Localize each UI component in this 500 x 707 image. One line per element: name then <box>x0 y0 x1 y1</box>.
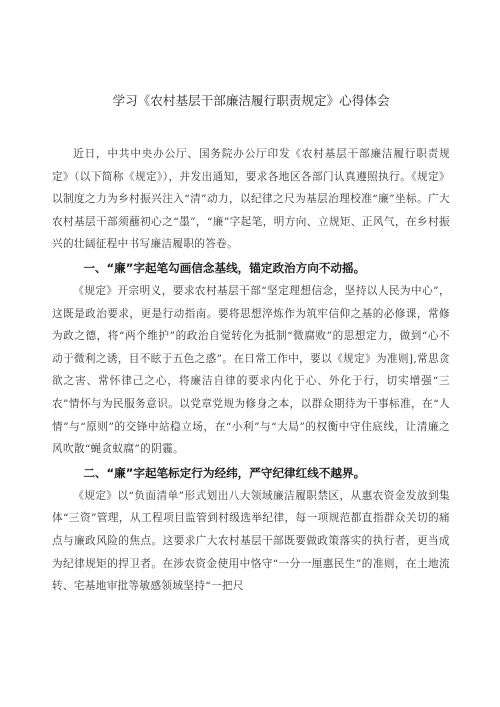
section-1-paragraph: 《规定》开宗明义，要求农村基层干部“坚定理想信念，坚持以人民为中心”，这既是政治要求，更是行动指南。要将思想淬炼作为筑牢信仰之基的必修课，常修为政之德，将“两个维护”的政治自觉转化为抵制“微腐败”的思想定力，做到“心不动于微利之诱，目不眩于五色之惑”。在日常工作中，要以《规定》为准则],常思贪欲之害、常怀律己之心，将廉洁自律的要求内化于心、外化于行，切实增强“三农”情怀与为民服务意识。以党章党规为修身之本，以群众期待为干事标准，在“人情”与“原则”的交锋中站稳立场，在“小利”与“大局”的权衡中守住底线，让清廉之风吹散“蝇贪蚁腐”的阴霾。 <box>52 284 450 456</box>
section-2-heading: 二、“廉”字起笔标定行为经纬，严守纪律红线不越界。 <box>83 465 366 480</box>
document-title: 学习《农村基层干部廉洁履行职责规定》心得体会 <box>112 93 390 108</box>
section-2-paragraph: 《规定》以“负面清单”形式划出八大领域廉洁履职禁区，从惠农资金发放到集体“三资”管理，从工程项目监管到村级选举纪律，每一项规范都直指群众关切的痛点与廉政风险的焦点。这要求广大农村基层干部既要做政策落实的执行者，更当成为纪律规矩的捍卫者。在涉农资金使用中恪守“一分一厘惠民生”的准则，在土地流转、宅基地审批等敏感领域坚持“一把尺 <box>52 489 450 593</box>
section-1-heading: 一、“廉”字起笔勾画信念基线，锚定政治方向不动摇。 <box>83 260 366 275</box>
intro-paragraph: 近日，中共中央办公厅、国务院办公厅印发《农村基层干部廉洁履行职责规定》（以下简称《规定》），并发出通知，要求各地区各部门认真遵照执行。《规定》以制度之力为乡村振兴注入“清”动力，以纪律之尺为基层治理校准“廉”坐标。广大农村基层干部须蘸初心之“墨”，“廉”字起笔，明方向、立规矩、正风气，在乡村振兴的壮阔征程中书写廉洁履职的答卷。 <box>52 148 450 251</box>
